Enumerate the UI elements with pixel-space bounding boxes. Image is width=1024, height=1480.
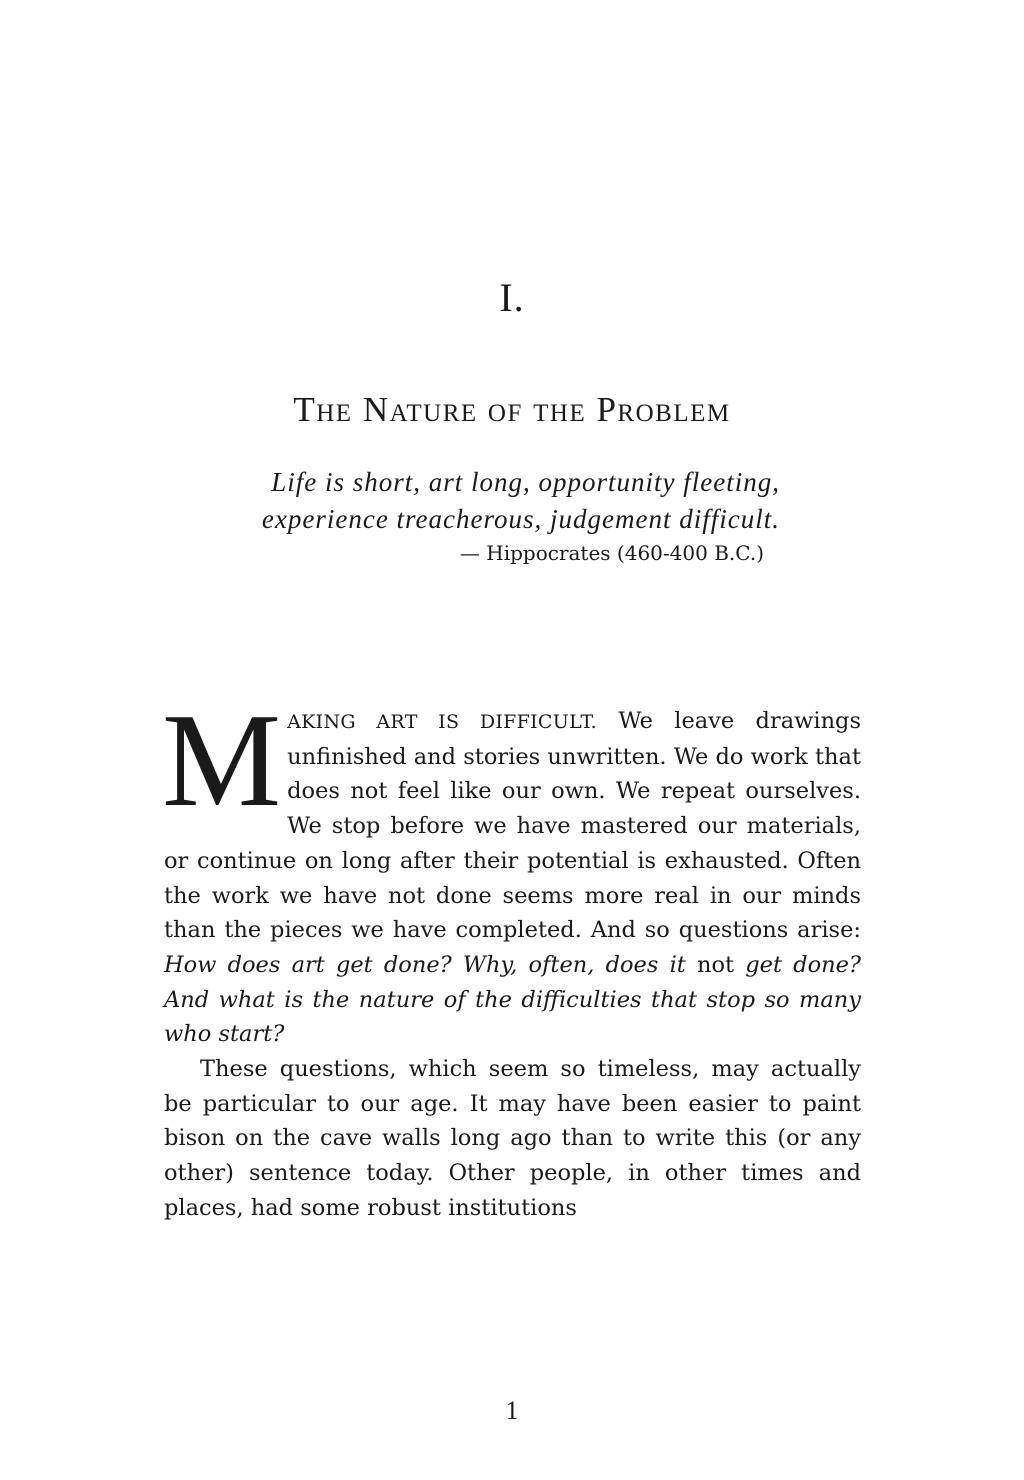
paragraph-1 [162, 686, 862, 1052]
chapter-title: The Nature of the Problem [293, 390, 731, 429]
epigraph-line-1: Life is short, art long, opportunity fleeting, [271, 467, 780, 497]
chapter-number: I. [499, 275, 525, 320]
drop-cap: M [162, 686, 282, 834]
body-text [162, 686, 862, 1226]
epigraph-attribution: — Hippocrates (460-400 B.C.) [459, 541, 764, 565]
epigraph [200, 464, 780, 568]
paragraph-1-italic-b: get done? And what is the nature of the difficulties that stop so many who start? [164, 951, 861, 1048]
paragraph-1-text-a: We leave drawings unfinished and stories unwritten. We do work that does not feel like our own. We repeat ourselves. We stop before we have mastered our materials, or continue on long after their potential is exhausted. Often the work we have not done seems more real in our minds than the pieces we have completed. And so questions arise: [164, 708, 862, 944]
page-number: 1 [505, 1396, 519, 1425]
paragraph-2: These questions, which seem so timeless, may actually be particular to our age. It may have been easier to paint bison on the cave walls long ago than to write this (or any other) sentence today. Other people, in other times and places, had some robust institutions [164, 1056, 861, 1221]
epigraph-line-2: experience treacherous, judgement difficult. [261, 504, 780, 534]
paragraph-1-text-b: not [685, 951, 746, 978]
opening-smallcaps: AKING ART IS DIFFICULT. [287, 711, 597, 733]
paragraph-1-italic-a: How does art get done? Why, often, does it [164, 951, 686, 978]
